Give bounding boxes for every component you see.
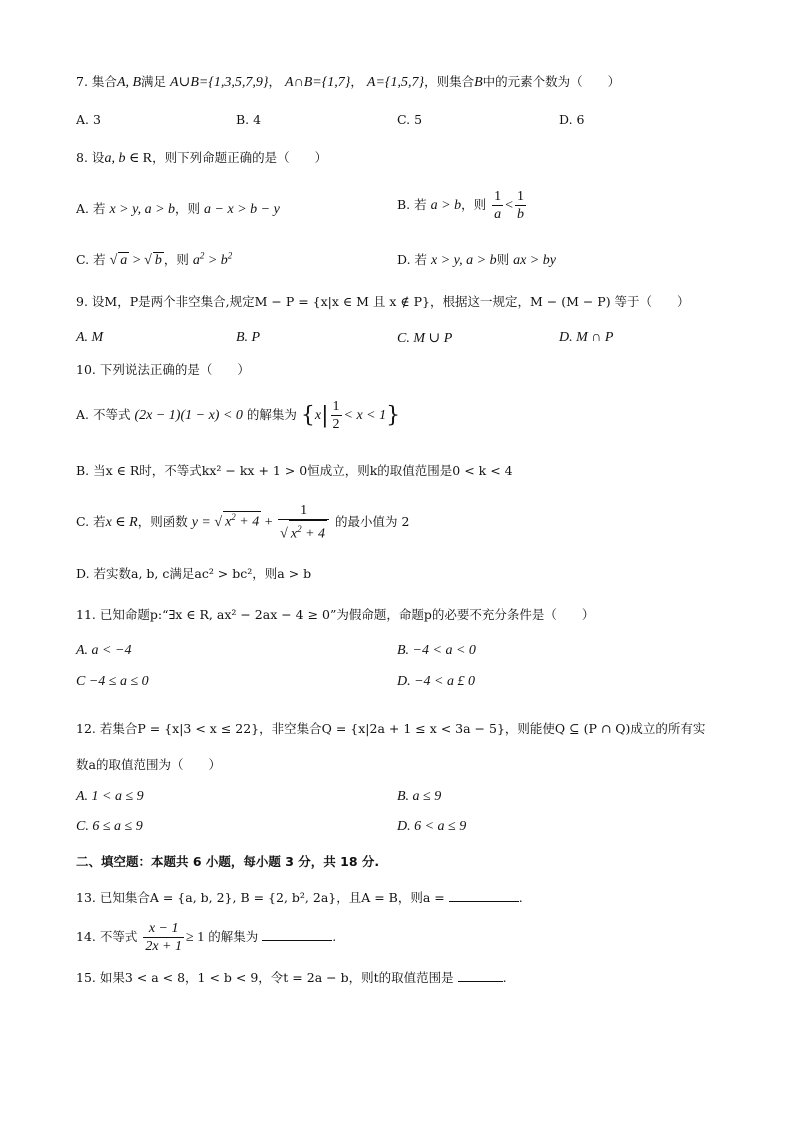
question-12: 12. 若集合P = {x|3 < x ≤ 22}，非空集合Q = {x|2a + 1 ≤ x < 3a − 5}，则能使Q ⊆ (P ∩ Q)成立的所有实: [76, 721, 706, 736]
q12-option-c[interactable]: C. 6 ≤ a ≤ 9: [76, 819, 143, 834]
question-7: 7. 集合A, B满足 A∪B={1,3,5,7,9}， A∩B={1,7}， A={1,5,7}，则集合B中的元素个数为（ ）: [76, 74, 621, 90]
q10-option-d[interactable]: D. 若实数a, b, c满足ac² > bc²，则a > b: [76, 566, 312, 581]
q9-option-b[interactable]: B. P: [236, 330, 261, 345]
question-11: 11. 已知命题p:“∃x ∈ R, ax² − 2ax − 4 ≥ 0”为假命题，命题p的必要不充分条件是（ ）: [76, 607, 595, 622]
q11-option-b[interactable]: B. −4 < a < 0: [397, 643, 476, 658]
question-13: 13. 已知集合A = {a, b, 2}, B = {2, b², 2a}，且A = B，则a = .: [76, 890, 523, 905]
q7-option-b[interactable]: B. 4: [236, 112, 262, 127]
q7-option-d[interactable]: D. 6: [559, 112, 585, 127]
q9-option-a[interactable]: A. M: [76, 330, 104, 345]
q10-option-a[interactable]: A. 不等式 (2x − 1)(1 − x) < 0 的解集为 {x| $\frac{1}{2}$ < x < 1}: [76, 399, 401, 432]
q14-answer-blank[interactable]: [262, 940, 332, 941]
q15-answer-blank[interactable]: [458, 981, 503, 982]
q12-option-d[interactable]: D. 6 < a ≤ 9: [397, 819, 467, 834]
q11-option-c[interactable]: C −4 ≤ a ≤ 0: [76, 674, 149, 689]
section-2-heading: 二、填空题：本题共 6 小题，每小题 3 分，共 18 分.: [76, 854, 380, 869]
q8-option-d[interactable]: D. 若 x > y, a > b则 ax > by: [397, 252, 556, 268]
q9-option-d[interactable]: D. M ∩ P: [559, 330, 614, 345]
q10-option-c[interactable]: C. 若x ∈ R，则函数 y = √ $x^2 + 4$ + $\frac{1}{√ x^2 + 4}$ 的最小值为 2: [76, 503, 410, 542]
question-10: 10. 下列说法正确的是（ ）: [76, 362, 250, 377]
q11-option-d[interactable]: D. −4 < a £ 0: [397, 674, 476, 689]
question-8: 8. 设a, b ∈ R，则下列命题正确的是（ ）: [76, 150, 328, 166]
q8-option-b[interactable]: B. 若 a > b，则 $\frac{1}{a}$ < $\frac{1}{b}$: [397, 189, 524, 222]
question-15: 15. 如果3 < a < 8，1 < b < 9，令t = 2a − b，则t的取值范围是 .: [76, 970, 507, 985]
q8-option-a[interactable]: A. 若 x > y, a > b，则 a − x > b − y: [76, 201, 280, 217]
q12-option-b[interactable]: B. a ≤ 9: [397, 789, 442, 804]
q13-answer-blank[interactable]: [449, 901, 519, 902]
question-14: 14. 不等式 $\frac{x - 1}{2x + 1}$ ≥ 1 的解集为 .: [76, 921, 337, 954]
q7-option-c[interactable]: C. 5: [397, 112, 423, 127]
q11-option-a[interactable]: A. a < −4: [76, 643, 132, 658]
q9-option-c[interactable]: C. M ∪ P: [397, 331, 453, 346]
question-12-line2: 数a的取值范围为（ ）: [76, 757, 221, 772]
question-9: 9. 设M，P是两个非空集合,规定M − P = {x|x ∈ M 且 x ∉ P}，根据这一规定，M − (M − P) 等于（ ）: [76, 294, 690, 309]
q12-option-a[interactable]: A. 1 < a ≤ 9: [76, 789, 144, 804]
q10-option-b[interactable]: B. 当x ∈ R时，不等式kx² − kx + 1 > 0恒成立，则k的取值范围是0 < k < 4: [76, 463, 513, 478]
q8-option-c[interactable]: C. 若 √ a > √ b ，则 $a^2 > b^2$: [76, 250, 233, 268]
q7-option-a[interactable]: A. 3: [76, 112, 101, 127]
